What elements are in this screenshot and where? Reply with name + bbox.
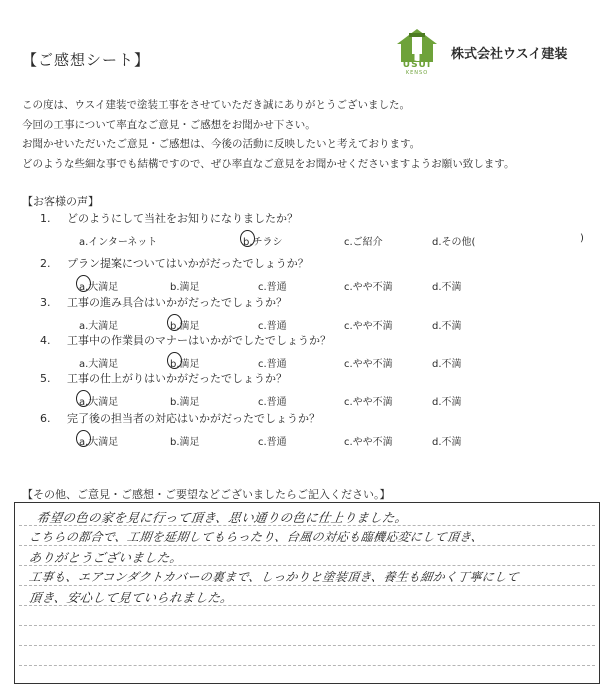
ruled-line <box>19 625 595 626</box>
intro-line: お聞かせいただいたご意見・ご感想は、今後の活動に反映したいと考えております。 <box>22 138 421 150</box>
intro-line: どのような些細な事でも結構ですので、ぜひ率直なご意見をお聞かせくださいますようお願い致します。 <box>22 157 515 170</box>
question-text: どのようにして当社をお知りになりましたか？ <box>67 212 298 225</box>
question-number: 3. <box>40 296 51 309</box>
answer-option[interactable]: d.不満 <box>432 437 462 448</box>
answer-option[interactable]: b.満足 <box>170 359 200 370</box>
question-5 <box>40 370 287 386</box>
question-number: 4. <box>40 334 51 347</box>
question-number: 6. <box>40 412 51 425</box>
answer-option[interactable]: b.満足 <box>170 321 200 332</box>
answer-option[interactable]: c.ご紹介 <box>344 237 383 248</box>
question-number: 5. <box>40 372 51 385</box>
selected-answer-circle <box>240 230 255 247</box>
ruled-line <box>19 585 595 586</box>
comments-section-title: 【その他、ご意見・ご感想・ご要望などございましたらご記入ください。】 <box>22 488 391 501</box>
answer-option[interactable]: a.大満足 <box>79 437 119 448</box>
answer-option[interactable]: a.大満足 <box>79 321 119 332</box>
answer-option[interactable]: d.その他( <box>432 237 476 248</box>
handwritten-line: こちらの都合で、工期を延期してもらったり、台風の対応も臨機応変にして頂き、 <box>27 530 485 544</box>
answer-option[interactable]: b.満足 <box>170 397 200 408</box>
answer-option[interactable]: b.チラシ <box>243 237 283 248</box>
intro-line: この度は、ウスイ建装で塗装工事をさせていただき誠にありがとうございました。 <box>22 99 410 111</box>
question-text: 完了後の担当者の対応はいかがだったでしょうか？ <box>67 412 320 425</box>
answer-option[interactable]: d.不満 <box>432 359 462 370</box>
intro-line: 今回の工事について率直なご意見・ご感想をお聞かせ下さい。 <box>22 118 316 131</box>
selected-answer-circle <box>76 390 91 407</box>
question-text: プラン提案についてはいかがだったでしょうか？ <box>67 257 309 270</box>
handwritten-line: 希望の色の家を見に行って頂き、思い通りの色に仕上りました。 <box>35 510 409 525</box>
answer-option[interactable]: a.大満足 <box>79 359 119 370</box>
ruled-line <box>19 665 595 666</box>
answer-option[interactable]: b.満足 <box>170 437 200 448</box>
page-title: 【ご感想シート】 <box>22 51 151 69</box>
ruled-line <box>19 645 595 646</box>
question-text: 工事の仕上がりはいかがだったでしょうか？ <box>67 372 287 385</box>
question-4 <box>40 332 331 348</box>
logo-text: USUI <box>402 60 432 70</box>
company-name: 株式会社ウスイ建装 <box>451 47 568 62</box>
selected-answer-circle <box>76 275 91 292</box>
answer-option[interactable]: c.やや不満 <box>344 437 393 448</box>
intro-text <box>22 96 602 174</box>
answer-option[interactable]: c.やや不満 <box>344 397 393 408</box>
handwritten-line: 頂き、安心して見ていられました。 <box>27 590 235 605</box>
company-logo <box>393 26 441 76</box>
answer-option[interactable]: c.やや不満 <box>344 359 393 370</box>
answer-option[interactable]: c.普通 <box>258 282 287 293</box>
answer-option[interactable]: d.不満 <box>432 321 462 332</box>
logo-subtext: KENSO <box>405 70 429 76</box>
selected-answer-circle <box>76 430 91 447</box>
ruled-line <box>19 545 595 546</box>
question-text: 工事中の作業員のマナーはいかがでしたでしょうか？ <box>67 334 331 347</box>
answer-option[interactable]: c.普通 <box>258 321 287 332</box>
answer-option[interactable]: a.大満足 <box>79 282 119 293</box>
answer-option[interactable]: c.やや不満 <box>344 282 393 293</box>
answer-option[interactable]: ) <box>580 233 584 244</box>
handwritten-line: ありがとうございました。 <box>27 550 184 565</box>
selected-answer-circle <box>167 352 182 369</box>
question-number: 2. <box>40 257 51 270</box>
question-number: 1. <box>40 212 51 225</box>
question-2 <box>40 255 309 271</box>
answer-option[interactable]: d.不満 <box>432 397 462 408</box>
answer-option[interactable]: b.満足 <box>170 282 200 293</box>
question-6 <box>40 410 320 426</box>
answer-option[interactable]: a.大満足 <box>79 397 119 408</box>
question-3 <box>40 294 287 310</box>
answer-option[interactable]: c.普通 <box>258 359 287 370</box>
voice-section-title: 【お客様の声】 <box>22 195 99 208</box>
question-text: 工事の進み具合はいかがだったでしょうか？ <box>67 296 287 309</box>
answer-option[interactable]: a.インターネット <box>79 237 158 248</box>
comments-box <box>14 502 600 684</box>
answer-option[interactable]: c.やや不満 <box>344 321 393 332</box>
answer-option[interactable]: d.不満 <box>432 282 462 293</box>
answer-option[interactable]: c.普通 <box>258 437 287 448</box>
question-1 <box>40 210 298 226</box>
handwritten-line: 工事も、エアコンダクトカバーの裏まで、しっかりと塗装頂き、養生も細かく丁寧にして <box>27 570 520 584</box>
selected-answer-circle <box>167 314 182 331</box>
answer-option[interactable]: c.普通 <box>258 397 287 408</box>
